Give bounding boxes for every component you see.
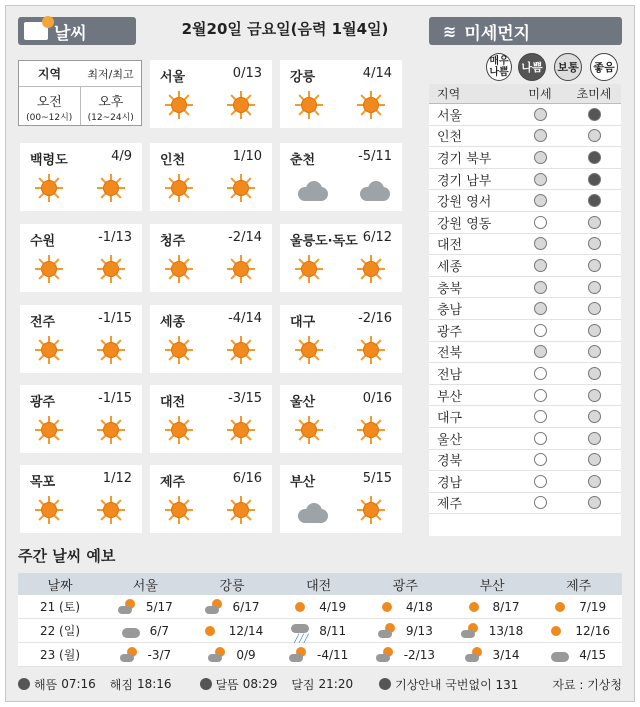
city-card bbox=[280, 60, 402, 128]
weekly-temp: 12/14 bbox=[228, 623, 264, 638]
moonrise-label: 달뜸 bbox=[215, 677, 239, 692]
dust-region: 전남 bbox=[437, 367, 463, 383]
pm10-dot bbox=[534, 453, 547, 466]
dust-region: 부산 bbox=[437, 389, 463, 405]
dust-row bbox=[429, 320, 621, 342]
weekly-temp: 9/13 bbox=[405, 623, 433, 638]
pm10-dot bbox=[534, 216, 547, 229]
city-name: 백령도 bbox=[30, 153, 68, 168]
city-card bbox=[20, 224, 142, 292]
wind-icon: ≋ bbox=[443, 21, 457, 41]
city-temp: 4/14 bbox=[362, 66, 392, 81]
pm10-dot bbox=[534, 194, 547, 207]
footer bbox=[18, 672, 622, 696]
weekly-header-cell: 대전 bbox=[306, 578, 332, 594]
weekly-title: 주간 날씨 예보 bbox=[18, 547, 116, 565]
dust-region: 경남 bbox=[437, 475, 463, 491]
dust-level-normal: 보통 bbox=[554, 53, 582, 81]
pm25-dot bbox=[588, 281, 601, 294]
weather-logo-icon bbox=[24, 22, 48, 40]
city-card bbox=[20, 143, 142, 211]
sun-icon bbox=[356, 254, 386, 284]
dust-row bbox=[429, 385, 621, 407]
weekly-temp: 8/17 bbox=[492, 599, 520, 614]
weekly-header-cell: 강릉 bbox=[219, 578, 245, 594]
dust-region: 세종 bbox=[437, 259, 463, 275]
dust-row bbox=[429, 104, 621, 126]
pm25-dot bbox=[588, 194, 601, 207]
city-card bbox=[280, 465, 402, 533]
dust-region: 서울 bbox=[437, 108, 463, 124]
weekly-temp: 4/18 bbox=[405, 599, 433, 614]
legend-pm-sub: (12~24시) bbox=[87, 113, 134, 123]
dust-row bbox=[429, 147, 621, 169]
dust-row bbox=[429, 406, 621, 428]
city-name: 부산 bbox=[290, 475, 316, 490]
weekly-temp: 12/16 bbox=[575, 623, 610, 638]
pm25-dot bbox=[588, 259, 601, 272]
legend-am-sub: (00~12시) bbox=[26, 113, 73, 123]
pm10-dot bbox=[534, 410, 547, 423]
city-name: 춘천 bbox=[290, 153, 316, 168]
city-card bbox=[150, 385, 272, 453]
city-name: 전주 bbox=[30, 315, 56, 330]
weekly-header-cell: 날짜 bbox=[47, 578, 73, 594]
city-name: 목포 bbox=[30, 475, 56, 490]
sun-icon bbox=[356, 415, 386, 445]
city-name: 광주 bbox=[30, 395, 56, 410]
pm25-dot bbox=[588, 475, 601, 488]
sun-icon bbox=[34, 335, 64, 365]
pm10-dot bbox=[534, 151, 547, 164]
dust-region: 충남 bbox=[437, 303, 463, 319]
city-card bbox=[20, 465, 142, 533]
sun-icon bbox=[356, 335, 386, 365]
city-card bbox=[280, 385, 402, 453]
sun-icon bbox=[201, 622, 219, 640]
city-temp: -2/14 bbox=[228, 230, 262, 245]
sun-icon bbox=[547, 622, 565, 640]
dust-col-pm25: 초미세 bbox=[576, 87, 612, 101]
partly-icon bbox=[205, 598, 223, 616]
city-temp: -1/13 bbox=[98, 230, 132, 245]
dust-level-bad: 나쁨 bbox=[518, 53, 546, 81]
dust-row bbox=[429, 190, 621, 212]
dust-region: 인천 bbox=[437, 130, 463, 146]
dust-row bbox=[429, 255, 621, 277]
city-name: 서울 bbox=[160, 70, 186, 85]
pm10-dot bbox=[534, 259, 547, 272]
sun-icon bbox=[34, 173, 64, 203]
dust-title: 미세먼지 bbox=[464, 23, 531, 44]
sunrise-label: 해뜸 bbox=[34, 677, 58, 692]
dust-col-pm10: 미세 bbox=[528, 87, 552, 101]
pm25-dot bbox=[588, 302, 601, 315]
dust-col-region: 지역 bbox=[437, 87, 461, 101]
cloud-icon bbox=[551, 646, 569, 664]
city-card bbox=[280, 224, 402, 292]
city-temp: -3/15 bbox=[228, 391, 262, 406]
dust-row bbox=[429, 342, 621, 364]
city-card bbox=[150, 465, 272, 533]
dust-row bbox=[429, 234, 621, 256]
pm10-dot bbox=[534, 432, 547, 445]
partly-icon bbox=[120, 646, 138, 664]
sun-icon bbox=[294, 90, 324, 120]
sun-icon bbox=[226, 254, 256, 284]
sun-icon bbox=[378, 598, 396, 616]
partly-icon bbox=[208, 646, 226, 664]
sun-icon bbox=[96, 495, 126, 525]
partly-icon bbox=[465, 646, 483, 664]
sun-icon bbox=[226, 495, 256, 525]
weekly-row bbox=[18, 643, 622, 667]
weekly-temp: -3/7 bbox=[147, 647, 172, 662]
pm10-dot bbox=[534, 475, 547, 488]
sun-icon bbox=[164, 415, 194, 445]
pm25-dot bbox=[588, 367, 601, 380]
weekly-temp: 13/18 bbox=[488, 623, 524, 638]
weekly-temp: 4/15 bbox=[579, 647, 607, 662]
legend-region: 지역 bbox=[37, 67, 62, 81]
legend-pm: 오후 bbox=[98, 95, 124, 110]
partly-icon bbox=[376, 646, 394, 664]
partly-icon bbox=[461, 622, 479, 640]
weekly-temp: -4/11 bbox=[317, 647, 349, 662]
dust-region: 광주 bbox=[437, 324, 463, 340]
pm25-dot bbox=[588, 432, 601, 445]
weekly-temp: 6/17 bbox=[232, 599, 260, 614]
dust-row bbox=[429, 126, 621, 148]
legend-am: 오전 bbox=[36, 95, 62, 110]
dust-region: 충북 bbox=[437, 281, 463, 297]
city-card bbox=[150, 143, 272, 211]
dust-row bbox=[429, 169, 621, 191]
dust-region: 울산 bbox=[437, 432, 463, 448]
sun-icon bbox=[551, 598, 569, 616]
cloud-icon bbox=[294, 173, 324, 203]
dust-row bbox=[429, 428, 621, 450]
weekly-header-cell: 제주 bbox=[566, 578, 592, 594]
partly-icon bbox=[378, 622, 396, 640]
rain-icon: ╱╱╱ bbox=[291, 622, 309, 640]
pm25-dot bbox=[588, 151, 601, 164]
dust-region: 경기 북부 bbox=[437, 151, 492, 167]
dust-row bbox=[429, 298, 621, 320]
pm10-dot bbox=[534, 173, 547, 186]
dust-region: 제주 bbox=[437, 497, 463, 513]
sun-icon bbox=[294, 335, 324, 365]
city-card bbox=[280, 305, 402, 373]
info-icon bbox=[379, 678, 391, 690]
weekly-temp: 6/7 bbox=[149, 623, 169, 638]
sun-icon bbox=[356, 495, 386, 525]
pm25-dot bbox=[588, 453, 601, 466]
moon-icon bbox=[200, 678, 212, 690]
pm10-dot bbox=[534, 496, 547, 509]
sun-icon bbox=[226, 335, 256, 365]
weekly-temp: 3/14 bbox=[492, 647, 520, 662]
dust-row bbox=[429, 493, 621, 515]
weekly-temp: 8/11 bbox=[319, 623, 347, 638]
city-name: 대구 bbox=[290, 315, 316, 330]
weekly-temp: 7/19 bbox=[579, 599, 607, 614]
weekly-date: 21 (토) bbox=[39, 600, 81, 614]
weekly-header-cell: 광주 bbox=[392, 578, 418, 594]
city-temp: -1/15 bbox=[98, 391, 132, 406]
pm10-dot bbox=[534, 108, 547, 121]
dust-row bbox=[429, 450, 621, 472]
dust-region: 대전 bbox=[437, 238, 463, 254]
sun-icon bbox=[226, 90, 256, 120]
dust-region: 경기 남부 bbox=[437, 173, 492, 189]
pm10-dot bbox=[534, 281, 547, 294]
city-card bbox=[150, 60, 272, 128]
dust-region: 강원 영서 bbox=[437, 195, 492, 211]
city-name: 대전 bbox=[160, 395, 186, 410]
city-temp: 1/10 bbox=[232, 149, 262, 164]
sunrise-time: 07:16 bbox=[61, 677, 96, 691]
pm25-dot bbox=[588, 108, 601, 121]
city-temp: 0/13 bbox=[232, 66, 262, 81]
info-text: 기상안내 국번없이 131 bbox=[395, 677, 519, 692]
sun-icon bbox=[465, 598, 483, 616]
city-temp: -5/11 bbox=[358, 149, 392, 164]
weekly-header-cell: 서울 bbox=[132, 578, 158, 594]
pm10-dot bbox=[534, 129, 547, 142]
cloud-icon bbox=[356, 173, 386, 203]
weekly-temp: -2/13 bbox=[403, 647, 435, 662]
city-card bbox=[150, 224, 272, 292]
pm25-dot bbox=[588, 216, 601, 229]
pm10-dot bbox=[534, 389, 547, 402]
sun-icon bbox=[164, 254, 194, 284]
dust-region: 대구 bbox=[437, 411, 463, 427]
pm10-dot bbox=[534, 302, 547, 315]
sun-icon bbox=[164, 495, 194, 525]
city-name: 강릉 bbox=[290, 70, 316, 85]
pm25-dot bbox=[588, 345, 601, 358]
city-name: 울릉도·독도 bbox=[290, 234, 358, 249]
date-text: 2월20일 금요일(음력 1월4일) bbox=[181, 20, 389, 38]
sunrise-icon bbox=[18, 678, 30, 690]
sunset-time: 18:16 bbox=[136, 677, 172, 691]
sun-icon bbox=[96, 415, 126, 445]
city-name: 울산 bbox=[290, 395, 316, 410]
moonrise-time: 08:29 bbox=[242, 677, 278, 691]
city-name: 청주 bbox=[160, 234, 186, 249]
sun-icon bbox=[294, 254, 324, 284]
sun-icon bbox=[164, 335, 194, 365]
sun-icon bbox=[96, 335, 126, 365]
pm25-dot bbox=[588, 173, 601, 186]
pm25-dot bbox=[588, 410, 601, 423]
moonset-time: 21:20 bbox=[318, 677, 354, 691]
city-name: 인천 bbox=[160, 153, 186, 168]
pm25-dot bbox=[588, 324, 601, 337]
sun-icon bbox=[34, 495, 64, 525]
source-text: 자료 : 기상청 bbox=[552, 677, 622, 692]
city-name: 제주 bbox=[160, 475, 186, 490]
weekly-row bbox=[18, 595, 622, 619]
city-temp: 1/12 bbox=[102, 471, 132, 486]
city-temp: 0/16 bbox=[362, 391, 392, 406]
city-card bbox=[280, 143, 402, 211]
dust-row bbox=[429, 363, 621, 385]
city-temp: 6/12 bbox=[362, 230, 392, 245]
dust-row bbox=[429, 212, 621, 234]
city-temp: -1/15 bbox=[98, 311, 132, 326]
dust-region: 강원 영동 bbox=[437, 216, 492, 232]
city-card bbox=[150, 305, 272, 373]
sun-icon bbox=[34, 254, 64, 284]
pm10-dot bbox=[534, 237, 547, 250]
sunset-label: 해짐 bbox=[109, 677, 133, 692]
cloud-icon bbox=[294, 495, 324, 525]
sun-icon bbox=[356, 90, 386, 120]
weekly-temp: 0/9 bbox=[236, 647, 256, 662]
sun-icon bbox=[226, 173, 256, 203]
city-name: 세종 bbox=[160, 315, 186, 330]
city-temp: 5/15 bbox=[362, 471, 392, 486]
legend-minmax: 최저/최고 bbox=[87, 67, 134, 81]
pm25-dot bbox=[588, 237, 601, 250]
city-temp: 4/9 bbox=[111, 149, 132, 164]
dust-header bbox=[429, 17, 622, 45]
dust-level-very-bad: 매우나쁨 bbox=[486, 53, 512, 81]
partly-icon bbox=[118, 598, 136, 616]
pm10-dot bbox=[534, 345, 547, 358]
legend-box bbox=[18, 60, 142, 126]
sun-icon bbox=[96, 173, 126, 203]
sun-icon bbox=[294, 415, 324, 445]
city-temp: -4/14 bbox=[228, 311, 262, 326]
sun-icon bbox=[34, 415, 64, 445]
pm10-dot bbox=[534, 367, 547, 380]
weekly-row bbox=[18, 619, 622, 643]
weekly-header-cell: 부산 bbox=[479, 578, 505, 594]
pm25-dot bbox=[588, 496, 601, 509]
weather-title: 날씨 bbox=[54, 23, 87, 44]
dust-row bbox=[429, 277, 621, 299]
cloud-icon bbox=[122, 622, 140, 640]
dust-level-good: 좋음 bbox=[590, 53, 618, 81]
weekly-temp: 4/19 bbox=[319, 599, 347, 614]
dust-region: 전북 bbox=[437, 346, 463, 362]
dust-table bbox=[429, 84, 621, 536]
city-name: 수원 bbox=[30, 234, 56, 249]
partly-icon bbox=[289, 646, 307, 664]
city-temp: 6/16 bbox=[232, 471, 262, 486]
weekly-temp: 5/17 bbox=[145, 599, 173, 614]
pm25-dot bbox=[588, 389, 601, 402]
weekly-date: 23 (월) bbox=[39, 648, 81, 662]
sun-icon bbox=[226, 415, 256, 445]
sun-icon bbox=[164, 90, 194, 120]
city-card bbox=[20, 305, 142, 373]
pm25-dot bbox=[588, 129, 601, 142]
weekly-date: 22 (일) bbox=[39, 624, 81, 638]
city-card bbox=[20, 385, 142, 453]
pm10-dot bbox=[534, 324, 547, 337]
city-temp: -2/16 bbox=[358, 311, 392, 326]
dust-row bbox=[429, 471, 621, 493]
weekly-table bbox=[18, 573, 622, 667]
sun-icon bbox=[291, 598, 309, 616]
sun-icon bbox=[164, 173, 194, 203]
moonset-label: 달짐 bbox=[291, 677, 315, 692]
sun-icon bbox=[96, 254, 126, 284]
weather-header bbox=[18, 17, 136, 45]
dust-region: 경북 bbox=[437, 454, 463, 470]
